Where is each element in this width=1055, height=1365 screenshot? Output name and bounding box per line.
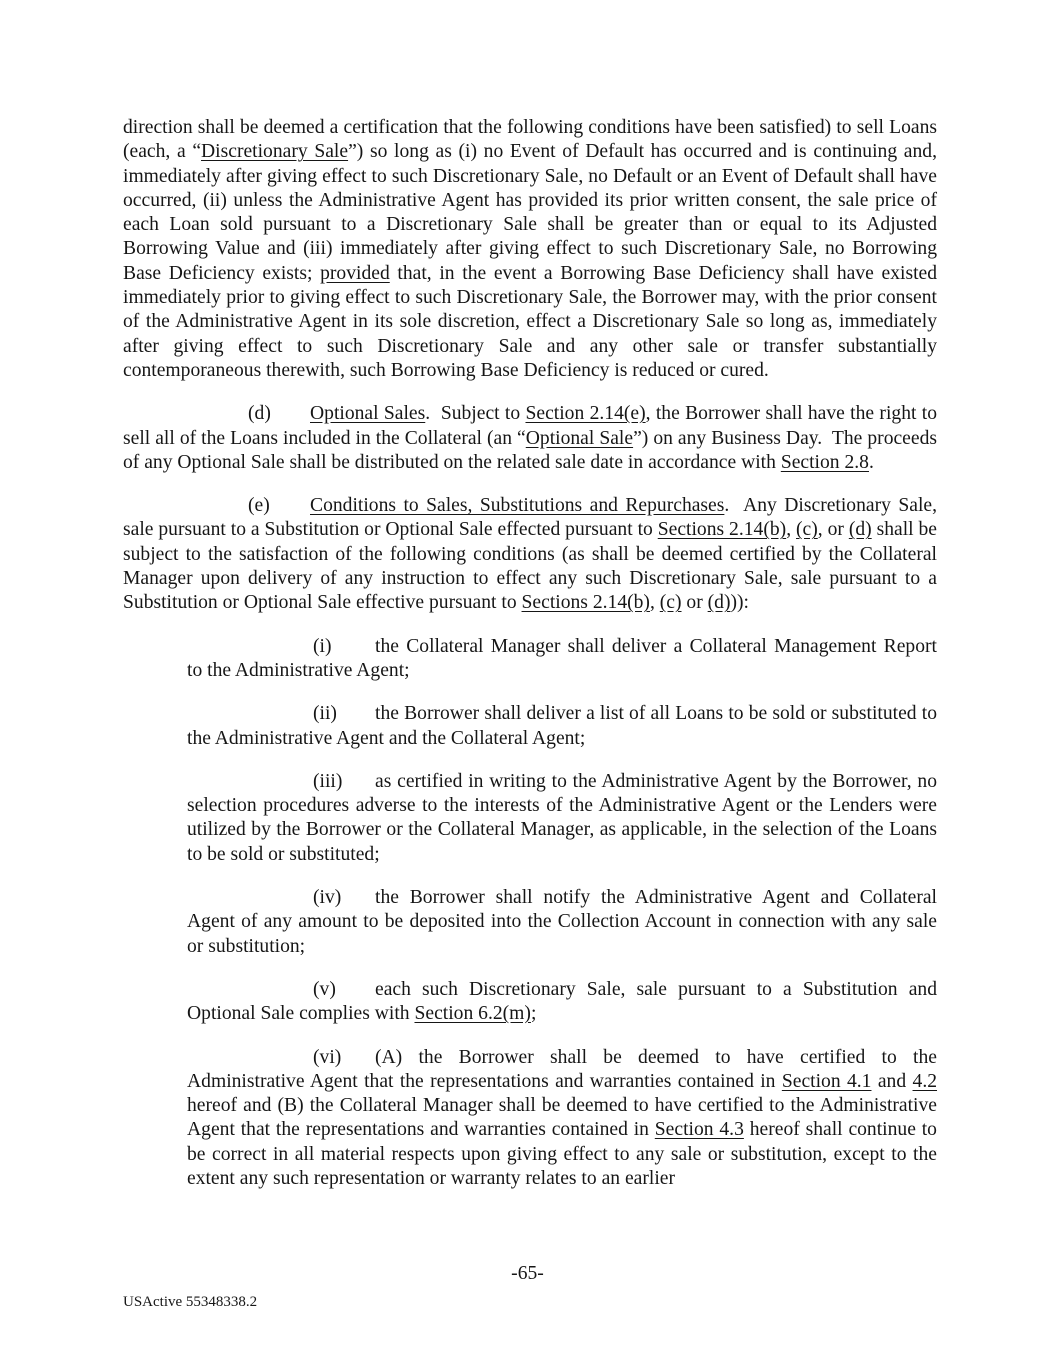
text-run: shall be subject to the satisfaction of the following conditions (as shall be deemed certified by the Collateral Manager upon delivery of any instruction to effect any such Discretionary Sale, sale pursuant to a Substitution or Optional Sale effective pursuant to [123,519,937,614]
paragraph-marker: (ii) [313,703,337,725]
underlined-term: Section 2.8 [780,451,869,473]
text-run: each such Discretionary Sale, sale pursuant to a Substitution and Optional Sale complies with [187,978,937,1025]
para-item-i [187,635,937,684]
text-run: hereof and (B) the Collateral Manager shall be deemed to have certified to the Administrative Agent that the representations and warranties contained in [187,1095,937,1141]
text-run: that, in the event a Borrowing Base Deficiency shall have existed immediately prior to giving effect to such Discretionary Sale, the Borrower may, with the prior consent of the Administrative Agent in its sole discretion, effect a Discretionary Sale so long as, immediately after giving effect to such Discretionary Sale and any other sale or transfer substantially contemporaneous therewith, such Borrowing Base Deficiency is reduced or cured. [123,262,938,381]
underlined-term: (d) [707,592,731,614]
para-item-iv [187,886,937,959]
text-run: ”) so long as (i) no Event of Default has occurred and is continuing and, immediately after giving effect to such Discretionary Sale, no Default or an Event of Default shall have occurred, (ii) unless the Administrative Agent has provided its prior written consent, the sale price of each Loan sold pursuant to a Discretionary Sale shall be greater than or equal to its Adjusted Borrowing Value and (iii) immediately after giving effect to such Discretionary Sale, no Borrowing Base Deficiency exists; [123,141,937,284]
underlined-term: provided [320,262,390,284]
document-body [123,116,937,1210]
text-run: hereof shall continue to be correct in all material respects upon giving effect to any sale or substitution, except to the extent any such representation or warranty relates to an earlier [187,1119,937,1189]
underlined-term: Section 4.3 [654,1119,744,1141]
para-item-iii [187,770,937,867]
paragraph-marker: (vi) [313,1046,342,1068]
paragraph-marker: (iv) [313,887,342,909]
text-run: )): [730,592,749,614]
underlined-term: Conditions to Sales, Substitutions and Repurchases [310,495,725,517]
text-run: ”) on any Business Day. The proceeds of any Optional Sale shall be distributed on the related sale date in accordance with [123,427,937,473]
para-discretionary-sale [123,116,937,383]
text-run: (A) the Borrower shall be deemed to have certified to the Administrative Agent that the representations and warranties contained in [187,1046,937,1092]
underlined-term: Discretionary Sale [201,141,349,163]
page-number: -65- [511,1263,544,1284]
para-item-ii [187,702,937,751]
footer-doc-id: USActive 55348338.2 [123,1294,258,1310]
text-run: , [786,519,796,541]
text-run: . Subject to [425,403,526,425]
text-run: the Borrower shall notify the Administrative Agent and Collateral Agent of any amount to be deposited into the Collection Account in connection with any sale or substitution; [187,887,937,957]
underlined-term: Sections 2.14(b) [657,519,787,541]
underlined-term: 4.2 [912,1070,938,1092]
text-run: , [649,592,660,614]
text-run: ; [530,1003,537,1025]
underlined-term: Section 6.2(m) [414,1003,531,1025]
underlined-term: Section 2.14(e) [525,403,646,425]
text-run: , or [817,519,849,541]
underlined-term: Optional Sales [310,403,426,425]
text-run: the Collateral Manager shall deliver a Collateral Management Report to the Administrative Agent; [187,635,937,681]
underlined-term: Sections 2.14(b) [521,592,650,614]
underlined-term: Optional Sale [525,427,634,449]
paragraph-marker: (d) [248,403,271,425]
para-item-vi [187,1046,937,1192]
para-item-v [187,978,937,1027]
underlined-term: Section 4.1 [781,1070,872,1092]
text-run: direction shall be deemed a certification that the following conditions have been satisfied) to sell Loans (each, a “ [123,117,937,163]
paragraph-marker: (v) [313,978,336,1000]
para-conditions-to-sales [123,494,937,615]
text-run: as certified in writing to the Administrative Agent by the Borrower, no selection procedures adverse to the interests of the Administrative Agent or the Lenders were utilized by the Borrower or the Collateral Manager, as applicable, in the selection of the Loans to be sold or substituted; [187,770,937,865]
paragraph-marker: (e) [248,495,270,517]
text-run: the Borrower shall deliver a list of all Loans to be sold or substituted to the Administrative Agent and the Collateral Agent; [187,703,937,749]
paragraph-marker: (i) [313,635,332,657]
text-run: . Any Discretionary Sale, sale pursuant to a Substitution or Optional Sale effected pursuant to [123,495,937,541]
text-run: or [681,592,708,614]
underlined-term: (c) [659,592,682,614]
text-run: , the Borrower shall have the right to sell all of the Loans included in the Collateral (an “ [123,403,937,449]
para-optional-sales [123,402,937,475]
text-run: . [868,451,874,473]
underlined-term: (d) [848,519,872,541]
underlined-term: (c) [796,519,818,541]
text-run: and [871,1070,913,1092]
paragraph-marker: (iii) [313,770,343,792]
